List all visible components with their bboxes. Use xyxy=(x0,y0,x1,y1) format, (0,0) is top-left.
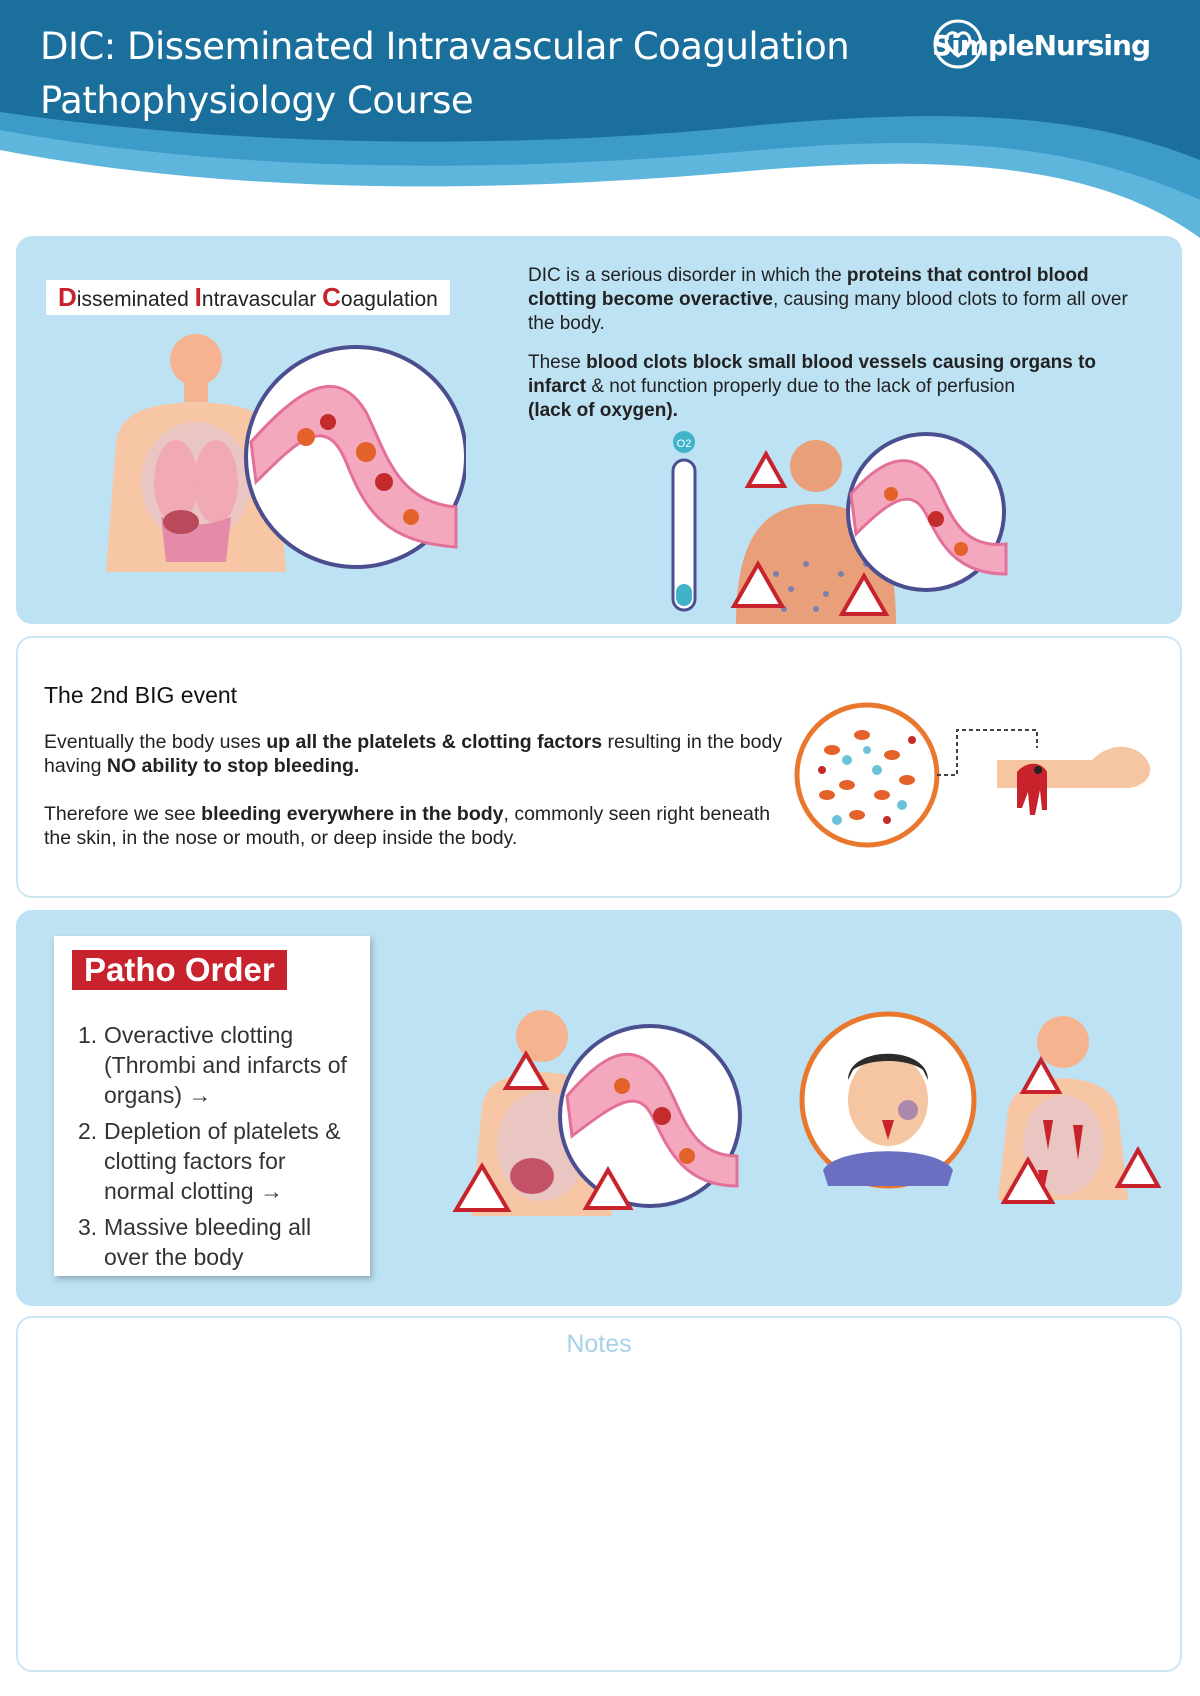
p2-text-a: These xyxy=(528,352,587,373)
bleeding-arm-illustration xyxy=(792,700,1162,850)
acronym-ntravascular: ntravascular xyxy=(201,288,323,311)
body-clot-illustration xyxy=(66,332,466,582)
dic-description-p2 xyxy=(528,351,1158,423)
p1-text-a: DIC is a serious disorder in which the xyxy=(528,265,847,286)
stethoscope-heart-icon xyxy=(932,18,984,70)
second-event-p2 xyxy=(44,802,784,850)
second-event-p1 xyxy=(44,730,784,778)
brand-logo xyxy=(932,18,1150,72)
s2-p1-text-bold: up all the platelets & clotting factors xyxy=(266,731,603,753)
item-number: 2. xyxy=(78,1118,98,1144)
dic-definition-panel xyxy=(16,236,1182,624)
item-number: 1. xyxy=(78,1022,98,1048)
notes-panel[interactable] xyxy=(16,1316,1182,1672)
item-text: Massive bleeding all over the body xyxy=(104,1214,312,1270)
page-header xyxy=(0,0,1200,240)
notes-label: Notes xyxy=(566,1330,632,1358)
p2-text-c: & not function properly due to the lack of perfusion xyxy=(586,376,1015,397)
s2-p1-text-bold-2: NO ability to stop bleeding. xyxy=(106,755,360,777)
p2-text-bold-2: (lack of oxygen). xyxy=(528,400,678,421)
s2-p2-text-a: Therefore we see xyxy=(44,803,202,825)
clotting-stage-illustration xyxy=(432,1006,772,1226)
patho-order-list xyxy=(78,1020,358,1278)
infarct-illustration xyxy=(666,424,1016,624)
dic-description xyxy=(528,264,1158,438)
patho-order-card xyxy=(54,936,370,1276)
item-number: 3. xyxy=(78,1214,98,1240)
p1-text-bold: proteins that control blood clotting become overactive xyxy=(528,265,1089,310)
patho-order-item xyxy=(78,1212,358,1272)
p2-text-bold: blood clots block small blood vessels causing organs to infarct xyxy=(528,352,1097,397)
second-event-panel xyxy=(16,636,1182,898)
s2-p2-text-bold: bleeding everywhere in the body xyxy=(201,803,504,825)
p1-text-c: , causing many blood clots to form all over the body. xyxy=(528,289,1128,334)
acronym-i: I xyxy=(194,282,202,312)
title-line-1: DIC: Disseminated Intravascular Coagulation xyxy=(40,25,850,68)
patho-order-panel xyxy=(16,910,1182,1306)
patho-order-item xyxy=(78,1116,358,1206)
second-event-description xyxy=(44,730,784,874)
brand-name: SimpleNursing xyxy=(932,28,1150,62)
acronym-d: D xyxy=(58,282,77,312)
s2-p2-text-c: , commonly seen right beneath the skin, in the nose or mouth, or deep inside the body. xyxy=(44,803,771,849)
s2-p1-text-c: resulting in the body having xyxy=(44,731,783,777)
title-line-2: Pathophysiology Course xyxy=(40,79,474,122)
item-text: Depletion of platelets & clotting factors for normal clotting → xyxy=(104,1118,341,1204)
dic-description-p1 xyxy=(528,264,1158,336)
item-text: Overactive clotting (Thrombi and infarcts of organs) → xyxy=(104,1022,347,1108)
acronym-isseminated: isseminated xyxy=(76,288,195,311)
patho-order-item xyxy=(78,1020,358,1110)
second-event-heading: The 2nd BIG event xyxy=(44,682,238,708)
bleeding-stage-illustration xyxy=(798,1010,1168,1210)
acronym-oagulation: oagulation xyxy=(340,288,438,311)
o2-label: O2 xyxy=(676,438,692,450)
patho-order-title: Patho Order xyxy=(72,950,287,990)
acronym-c: C xyxy=(322,282,341,312)
page-title xyxy=(40,20,849,128)
dic-acronym-label xyxy=(46,280,450,315)
s2-p1-text-a: Eventually the body uses xyxy=(44,731,267,753)
